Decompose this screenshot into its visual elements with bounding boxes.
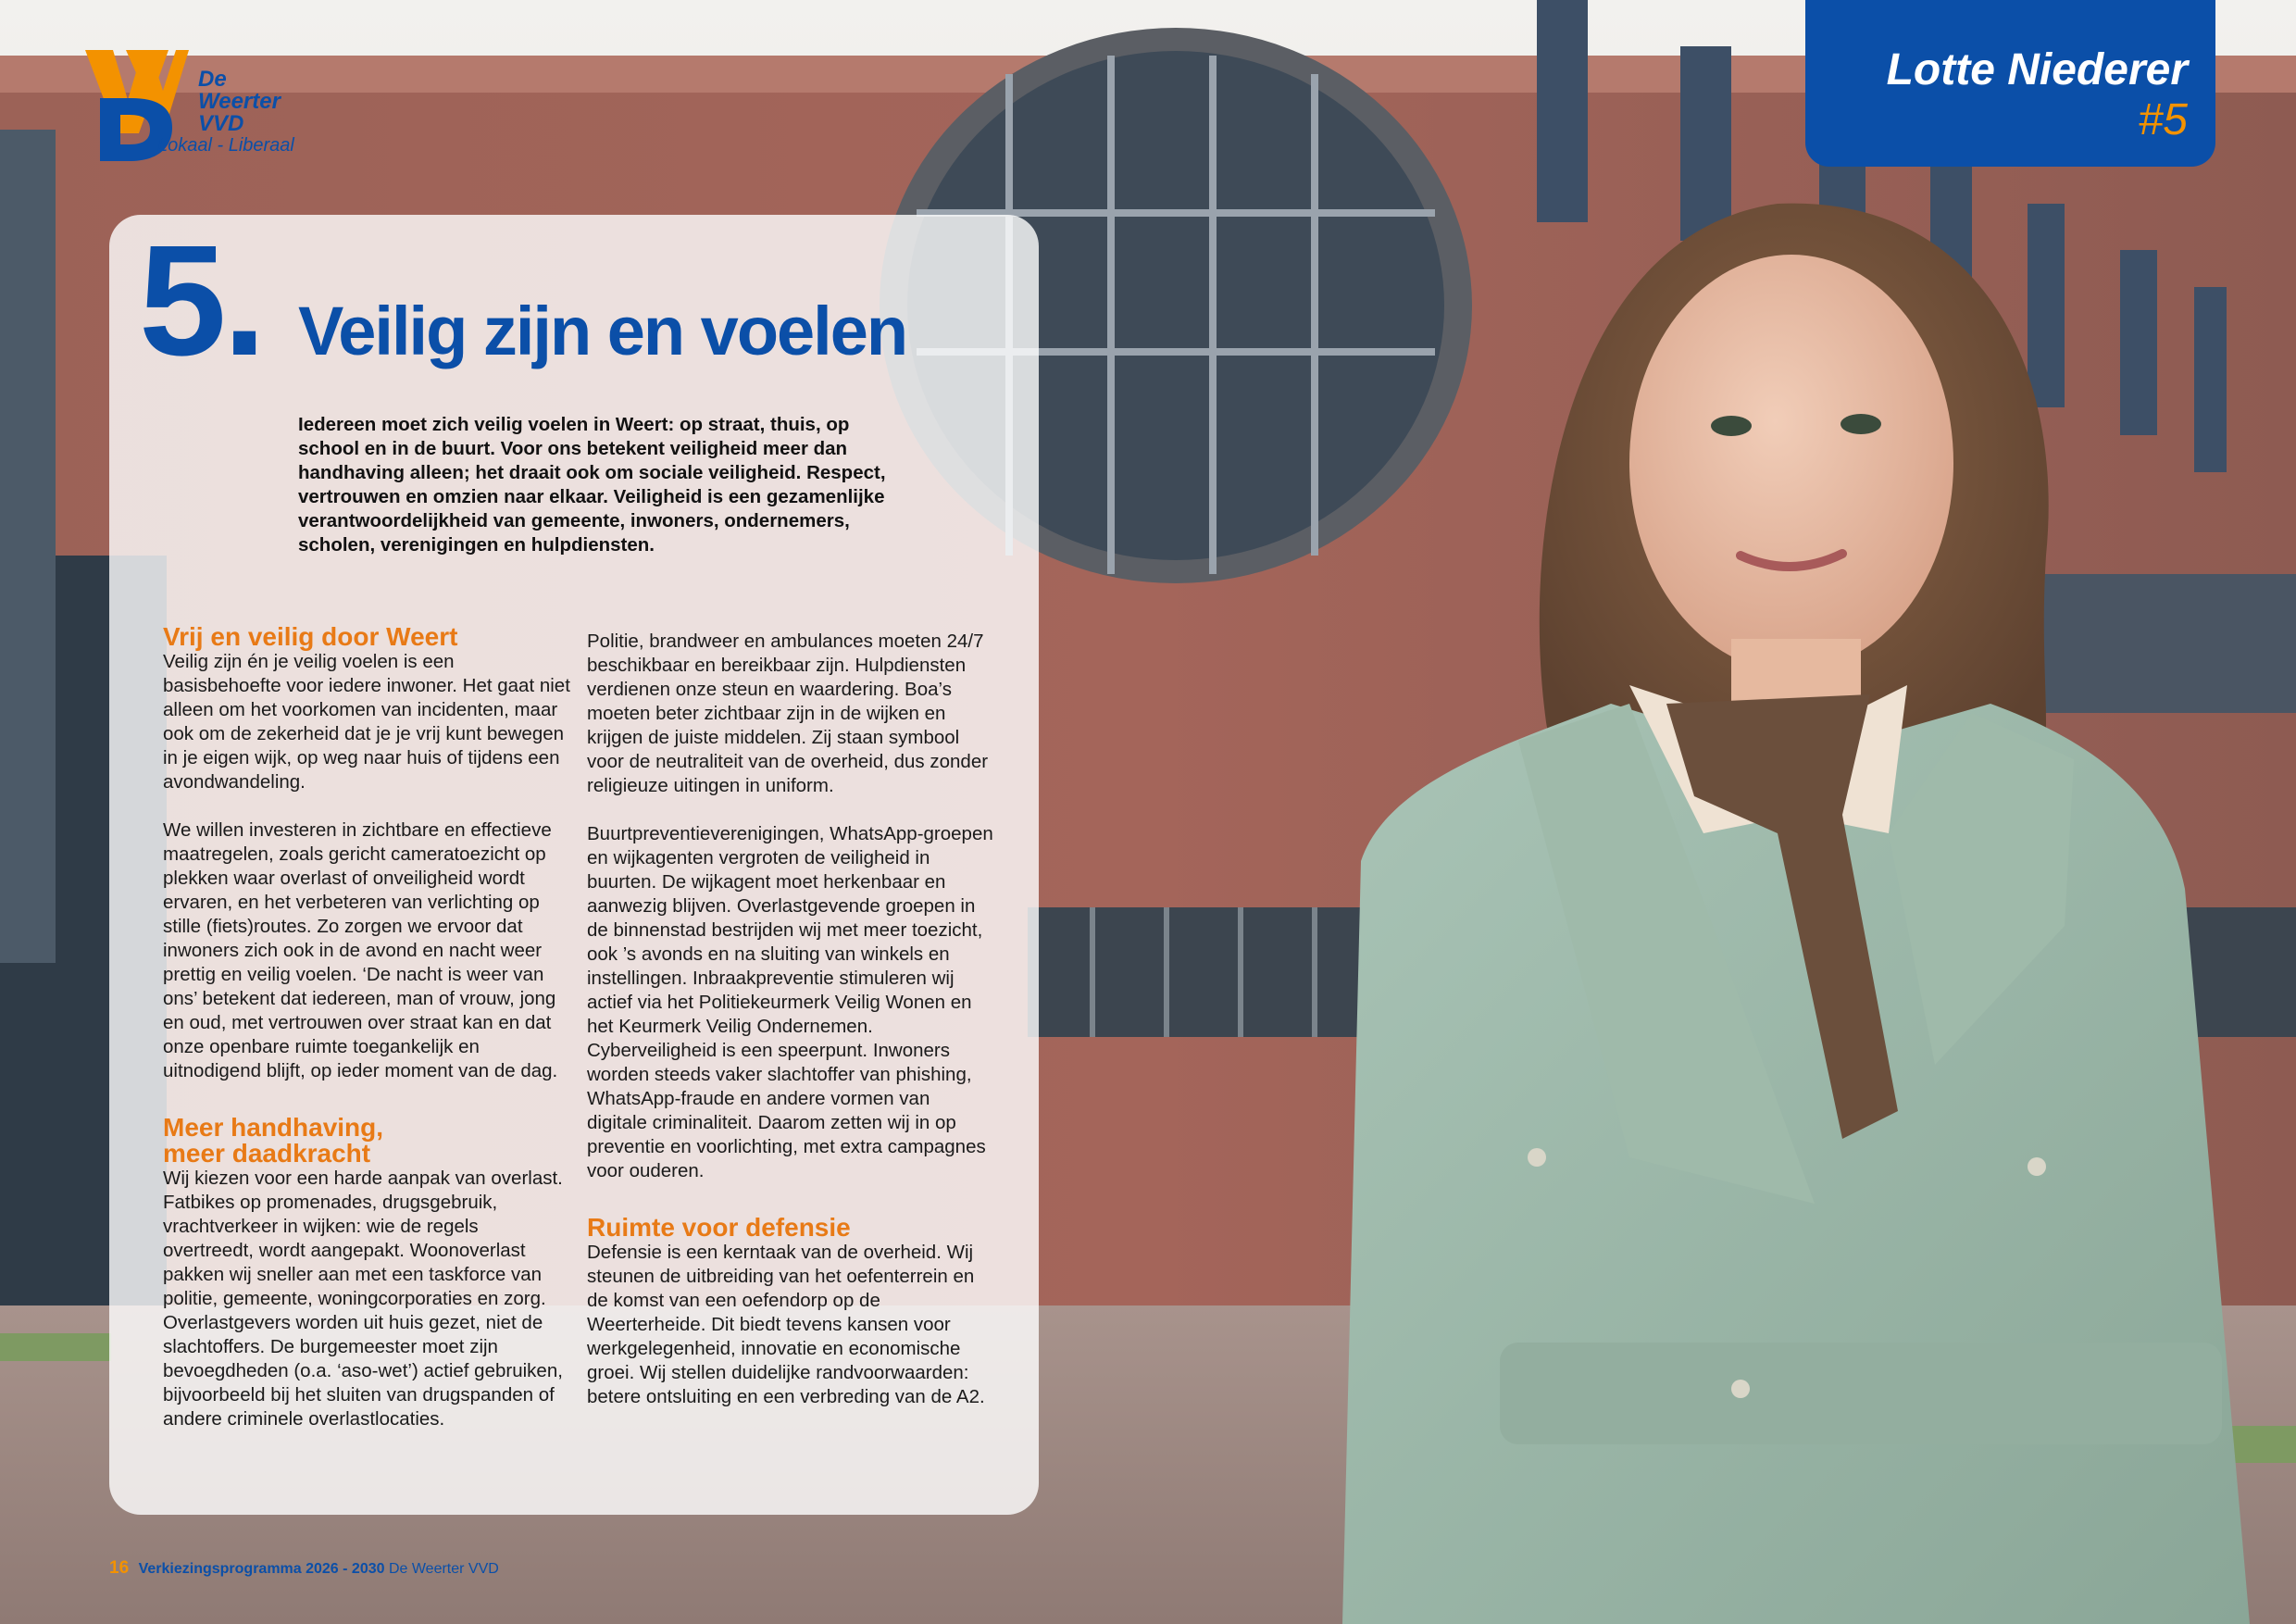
paragraph: Politie, brandweer en ambulances moeten 24/7 beschikbaar en bereikbaar zijn. Hulpdiensten verdienen onze steun en waardering. Boa’s moeten beter zichtbaar zijn in de wijken en krijgen de juiste middelen. Zij staan symbool voor de neutraliteit van de overheid, dus zonder religieuze uitingen in uniform. — [587, 631, 989, 796]
paragraph: Buurtpreventieverenigingen, WhatsApp-groepen en wijkagenten vergroten de veiligheid in buurten. De wijkagent moet herkenbaar en aanwezig blijven. Overlastgevende groepen in de binnenstad bestrijden wij met meer toezicht, ook ’s avonds en na sluiting van winkels en instellingen. Inbraakpreventie stimuleren wij actief via het Politiekeurmerk Veilig Wonen en het Keurmerk Veilig Ondernemen. Cyberveiligheid is een speerpunt. Inwoners worden steeds vaker slachtoffer van phishing, WhatsApp-fraude en andere vormen van digitale criminaliteit. Daarom zetten wij in op preventie en voorlichting, met extra campagnes voor ouderen. — [587, 823, 993, 1181]
vvd-logo — [80, 43, 302, 172]
chapter-title: Veilig zijn en voelen — [298, 293, 907, 369]
logo-line-1: De — [198, 67, 227, 92]
intro-text: Iedereen moet zich veilig voelen in Weert: op straat, thuis, op school en in de buurt. Voor ons betekent veiligheid meer dan handhaving alleen; het draait ook om sociale veiligheid. Respect, vertrouwen en omzien naar elkaar. Veiligheid is een gezamenlijke verantwoordelijkheid van gemeente, inwoners, ondernemers, scholen, verenigingen en hulpdiensten. — [298, 414, 886, 556]
logo-tagline: Lokaal - Liberaal — [157, 135, 294, 156]
footer-org: De Weerter VVD — [388, 1561, 499, 1577]
paragraph: Veilig zijn én je veilig voelen is een basisbehoefte voor iedere inwoner. Het gaat niet alleen om het voorkomen van incidenten, maar ook om de zekerheid dat je je vrij kunt bewegen in je eigen wijk, op weg naar huis of tijdens een avondwandeling. — [163, 651, 570, 793]
candidate-badge — [1805, 0, 2215, 167]
footer-title: Verkiezingsprogramma 2026 - 2030 — [138, 1561, 385, 1577]
paragraph: We willen investeren in zichtbare en effectieve maatregelen, zoals gericht cameratoezicht op plekken waar overlast of onveiligheid wordt ervaren, en het verbeteren van verlichting op stille (fiets)routes. Zo zorgen we ervoor dat inwoners zich ook in de avond en nacht weer prettig en veilig voelen. ‘De nacht is weer van ons’ betekent dat iedereen, man of vrouw, jong en oud, met vertrouwen over straat kan en dat onze openbare ruimte toegankelijk en uitnodigend blijft, op ieder moment van de dag. — [163, 819, 558, 1081]
section-heading-vrij-en-veilig: Vrij en veilig door Weert — [163, 622, 458, 651]
candidate-number: #5 — [2138, 95, 2188, 144]
chapter-number: 5. — [139, 213, 263, 389]
page-number: 16 — [109, 1558, 130, 1578]
logo-line-2: Weerter VVD — [198, 89, 281, 136]
column-left — [163, 624, 570, 1455]
section-heading-defensie: Ruimte voor defensie — [587, 1213, 851, 1242]
page-footer — [109, 1558, 499, 1579]
heading-line: Meer handhaving, — [163, 1113, 384, 1142]
paragraph: Wij kiezen voor een harde aanpak van overlast. Fatbikes op promenades, drugsgebruik, vrachtverkeer in wijken: wie de regels overtreedt, wordt aangepakt. Woonoverlast pakken wij sneller aan met een taskforce van politie, gemeente, woningcorporaties en zorg. Overlastgevers worden uit huis gezet, niet de slachtoffers. De burgemeester moet zijn bevoegdheden (o.a. ‘aso-wet’) actief gebruiken, bijvoorbeeld bij het sluiten van drugspanden of andere criminele overlastlocaties. — [163, 1168, 563, 1430]
heading-line: meer daadkracht — [163, 1139, 371, 1168]
candidate-name: Lotte Niederer — [1886, 45, 2188, 94]
paragraph: Defensie is een kerntaak van de overheid. Wij steunen de uitbreiding van het oefenterrein en de komst van een oefendorp op de Weerterheide. Dit biedt tevens kansen voor werkgelegenheid, innovatie en economische groei. Wij stellen duidelijke randvoorwaarden: betere ontsluiting en een verbreding van de A2. — [587, 1242, 985, 1407]
section-heading-handhaving — [163, 1115, 570, 1167]
column-right — [587, 630, 994, 1433]
